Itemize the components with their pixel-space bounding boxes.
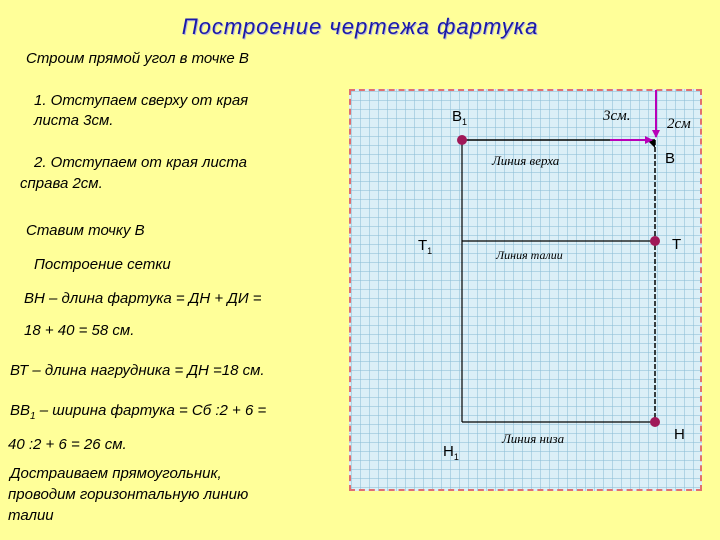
dim-label-top: 3см. (603, 108, 631, 124)
label-t1: $Т_1$ (418, 237, 433, 256)
step-2-line-2: справа 2см. (20, 175, 103, 192)
step-2-line-1: 2. Отступаем от края листа (34, 154, 247, 171)
label-h1: $Н_1$ (443, 443, 459, 462)
formula-bib-length: ВТ – длина нагрудника = ДН =18 см. (10, 362, 265, 379)
formula-length-line-2: 18 + 40 = 58 см. (24, 322, 135, 339)
label-b: В (665, 150, 676, 167)
step-rectangle-line-3: талии (8, 507, 54, 524)
step-grid: Построение сетки (34, 256, 171, 273)
label-h: Н (674, 426, 685, 443)
step-right-angle: Строим прямой угол в точке В (26, 50, 249, 67)
label-b1: $В_1$ (452, 108, 468, 127)
step-rectangle-line-1: Достраиваем прямоугольник, (10, 465, 222, 482)
formula-width-line-1: $ВВ_1$ – ширина фартука = Сб :2 + 6 = (10, 402, 267, 422)
label-t: Т (672, 236, 682, 253)
step-1-line-1: 1. Отступаем сверху от края (34, 92, 249, 109)
step-place-point: Ставим точку В (26, 222, 145, 239)
label-waist-line: Линия талии (496, 248, 563, 262)
step-rectangle-line-2: проводим горизонтальную линию (8, 486, 249, 503)
formula-length-line-1: ВН – длина фартука = ДН + ДИ = (24, 290, 262, 307)
label-bottom-line: Линия низа (502, 431, 565, 446)
page-title: Построение чертежа фартука (181, 14, 539, 39)
point-b1-dot (457, 135, 467, 145)
formula-width-line-2: 40 :2 + 6 = 26 см. (8, 436, 127, 453)
step-1-line-2: листа 3см. (34, 112, 114, 129)
point-t-dot (650, 236, 660, 246)
dim-label-right: 2см (667, 116, 691, 132)
label-top-line: Линия верха (492, 153, 560, 168)
right-angle-mark (647, 140, 655, 148)
point-h-dot (650, 417, 660, 427)
